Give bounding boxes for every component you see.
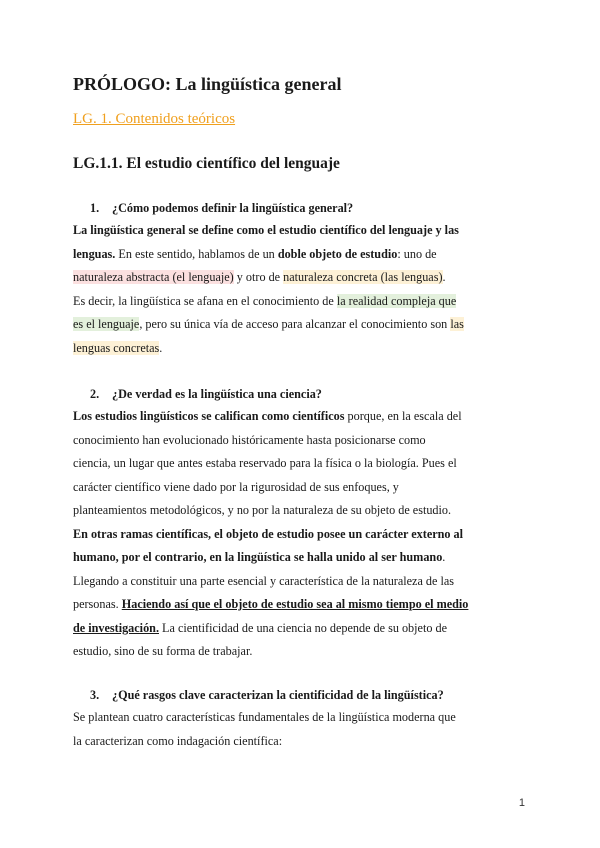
highlight-yellow: naturaleza concreta (las lenguas) <box>283 270 443 284</box>
answer-2-line: humano, por el contrario, en la lingüística se halla unido al ser humano <box>73 550 443 564</box>
section-heading: LG.1.1. El estudio científico del lenguaje <box>73 155 340 172</box>
answer-2-line: Llegando a constituir una parte esencial y característica de la naturaleza de las <box>73 573 455 588</box>
answer-2-line: ciencia, un lugar que antes estaba reservado para la física o la biología. Pues el <box>73 456 457 470</box>
answer-1-line: lenguas. <box>73 246 116 261</box>
answer-3-line: la caracterizan como indagación científica: <box>73 733 283 748</box>
answer-1-paragraph <box>73 219 528 360</box>
answer-2-line: estudio, sino de su forma de trabajar. <box>73 644 253 658</box>
answer-2-line: planteamientos metodológicos, y no por la naturaleza de su objeto de estudio. <box>73 503 452 517</box>
answer-1-line: . <box>442 270 446 284</box>
question-2-text: ¿De verdad es la lingüística una ciencia? <box>112 387 322 401</box>
answer-2-line: . <box>442 550 446 564</box>
answer-1-line: Es decir, la lingüística se afana en el conocimiento de <box>73 293 337 308</box>
highlight-green: es el lenguaje <box>73 317 140 331</box>
question-2-heading <box>90 387 322 402</box>
highlight-yellow: las <box>450 317 464 331</box>
emphasis-underlined: de investigación. <box>73 620 159 635</box>
answer-2-line: porque, en la escala del <box>344 409 462 423</box>
highlight-red: naturaleza abstracta (el lenguaje) <box>73 270 234 284</box>
answer-1-line: La lingüística general se define como el estudio científico del lenguaje y las <box>73 223 459 237</box>
answer-1-line: : uno de <box>397 246 437 261</box>
answer-2-line: personas. <box>73 597 122 611</box>
answer-3-paragraph <box>73 706 528 753</box>
answer-1-line: , pero su única vía de acceso para alcanzar el conocimiento son <box>139 317 451 331</box>
answer-1-line: doble objeto de estudio <box>277 246 398 261</box>
highlight-yellow: lenguas concretas <box>73 340 160 355</box>
answer-1-line: . <box>159 340 163 355</box>
answer-2-line: En otras ramas científicas, el objeto de estudio posee un carácter externo al <box>73 526 464 541</box>
answer-2-line: Los estudios lingüísticos se califican como científicos <box>73 409 345 423</box>
question-1-text: ¿Cómo podemos definir la lingüística general? <box>112 201 354 215</box>
emphasis-underlined: Haciendo así que el objeto de estudio sea al mismo tiempo el medio <box>121 597 469 611</box>
answer-2-paragraph <box>73 405 528 664</box>
question-3-heading <box>90 688 444 703</box>
answer-1-line: y otro de <box>233 270 284 284</box>
answer-2-line: La cientificidad de una ciencia no depende de su objeto de <box>159 620 447 635</box>
answer-1-line: En este sentido, hablamos de un <box>115 246 278 261</box>
page-title: PRÓLOGO: La lingüística general <box>73 74 342 94</box>
question-1-number: 1. <box>90 201 100 215</box>
question-2-number: 2. <box>90 387 100 401</box>
answer-2-line: carácter científico viene dado por la rigurosidad de sus enfoques, y <box>73 479 399 494</box>
question-3-text: ¿Qué rasgos clave caracterizan la cientificidad de la lingüística? <box>112 688 444 702</box>
highlight-green: la realidad compleja que <box>336 293 457 308</box>
question-1-heading <box>90 201 353 216</box>
section-subtitle-link[interactable]: LG. 1. Contenidos teóricos <box>73 111 236 127</box>
answer-3-line: Se plantean cuatro características fundamentales de la lingüística moderna que <box>73 710 456 724</box>
answer-2-line: conocimiento han evolucionado históricamente hasta posicionarse como <box>73 432 426 447</box>
page-number: 1 <box>518 797 525 809</box>
question-3-number: 3. <box>90 688 100 702</box>
